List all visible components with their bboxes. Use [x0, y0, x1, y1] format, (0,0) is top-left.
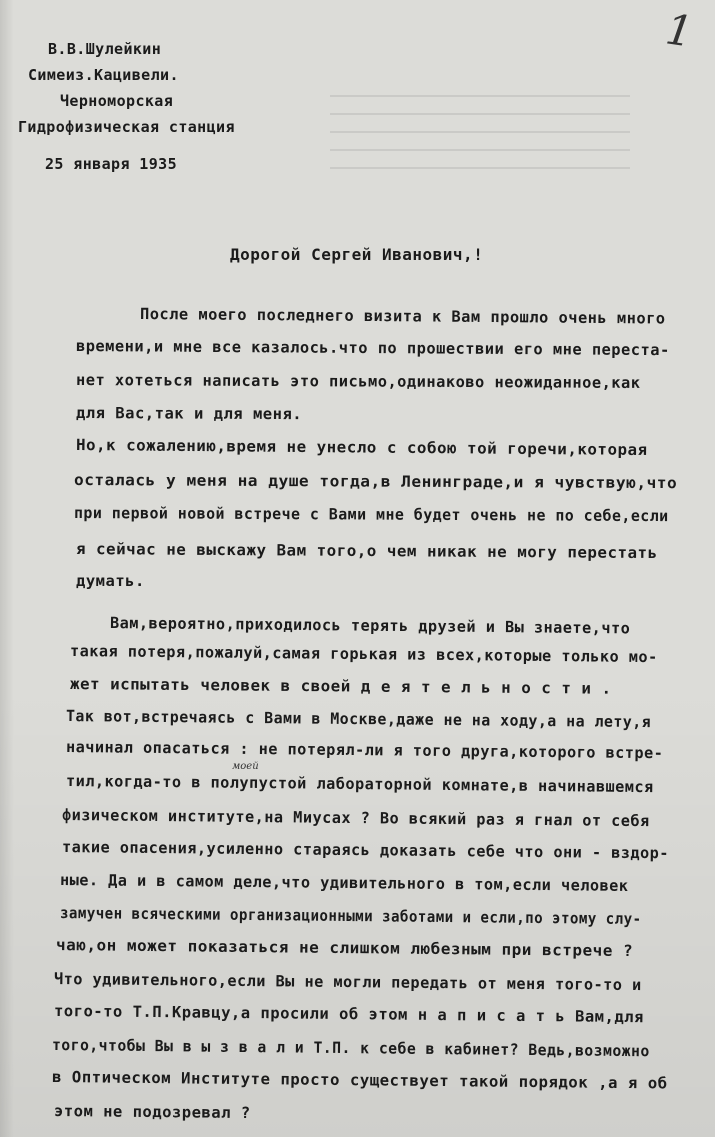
body-line-6: осталась у меня на душе тогда,в Ленинграде,и я чувствую,что	[73, 471, 678, 493]
handwritten-insert-annotation: моей	[232, 761, 259, 772]
body-line-14: начинал опасаться : не потерял-ли я того друга,которого встре-	[65, 738, 664, 763]
body-line-19: замучен всяческими организационными заботами и если,по этому слу-	[59, 904, 642, 929]
body-line-20: чаю,он может показаться не слишком любезным при встрече ?	[55, 936, 634, 961]
body-line-18: ные. Да и в самом деле,что удивительного в том,если человек	[59, 871, 629, 895]
sender-org-line-2: Гидрофизическая станция	[18, 118, 235, 136]
body-line-13: Так вот,встречаясь с Вами в Москве,даже не на ходу,а на лету,я	[65, 707, 652, 732]
body-line-10: Вам,вероятно,приходилось терять друзей и Вы знаете,что	[109, 614, 631, 638]
body-line-24: в Оптическом Институте просто существует такой порядок ,а я об	[51, 1068, 668, 1093]
body-line-5: Но,к сожалению,время не унесло с собою той горечи,которая	[75, 436, 648, 459]
body-line-17: такие опасения,усиленно стараясь доказать себе что они - вздор-	[61, 838, 670, 863]
sender-location: Симеиз.Кацивели.	[28, 66, 179, 84]
body-line-4: для Вас,так и для меня.	[75, 404, 303, 424]
body-line-15: тил,когда-то в полупустой лабораторной комнате,в начинавшемся	[65, 772, 654, 797]
sender-org-line-1: Черноморская	[60, 92, 174, 110]
body-line-12: жет испытать человек в своей д е я т е л ь н о с т и .	[69, 675, 612, 698]
body-line-22: того-то Т.П.Кравцу,а просили об этом н а п и с а т ь Вам,для	[53, 1002, 644, 1027]
body-line-23: того,чтобы Вы в ы з в а л и Т.П. к себе в кабинет? Ведь,возможно	[51, 1036, 650, 1061]
sender-name: В.В.Шулейкин	[48, 40, 162, 58]
page-number: 1	[662, 4, 697, 57]
letter-date: 25 января 1935	[45, 155, 178, 173]
body-line-7: при первой новой встрече с Вами мне будет очень не по себе,если	[73, 504, 669, 526]
salutation: Дорогой Сергей Иванович,!	[230, 245, 484, 264]
body-line-2: времени,и мне все казалось.что по прошествии его мне переста-	[75, 337, 670, 360]
body-line-16: физическом институте,на Миусах ? Во всякий раз я гнал от себя	[61, 806, 650, 831]
body-line-25: этом не подозревал ?	[53, 1102, 251, 1123]
body-line-8: я сейчас не выскажу Вам того,о чем никак не могу перестать	[75, 540, 658, 563]
body-line-3: нет хотеться написать это письмо,одинаково неожиданное,как	[75, 371, 641, 392]
body-line-9: думать.	[76, 572, 145, 590]
bleed-through-texture	[330, 95, 630, 175]
body-line-11: такая потеря,пожалуй,самая горькая из всех,которые только мо-	[69, 642, 658, 667]
body-line-21: Что удивительного,если Вы не могли передать от меня того-то и	[53, 970, 642, 995]
body-line-1: После моего последнего визита к Вам прошло очень много	[139, 305, 666, 328]
